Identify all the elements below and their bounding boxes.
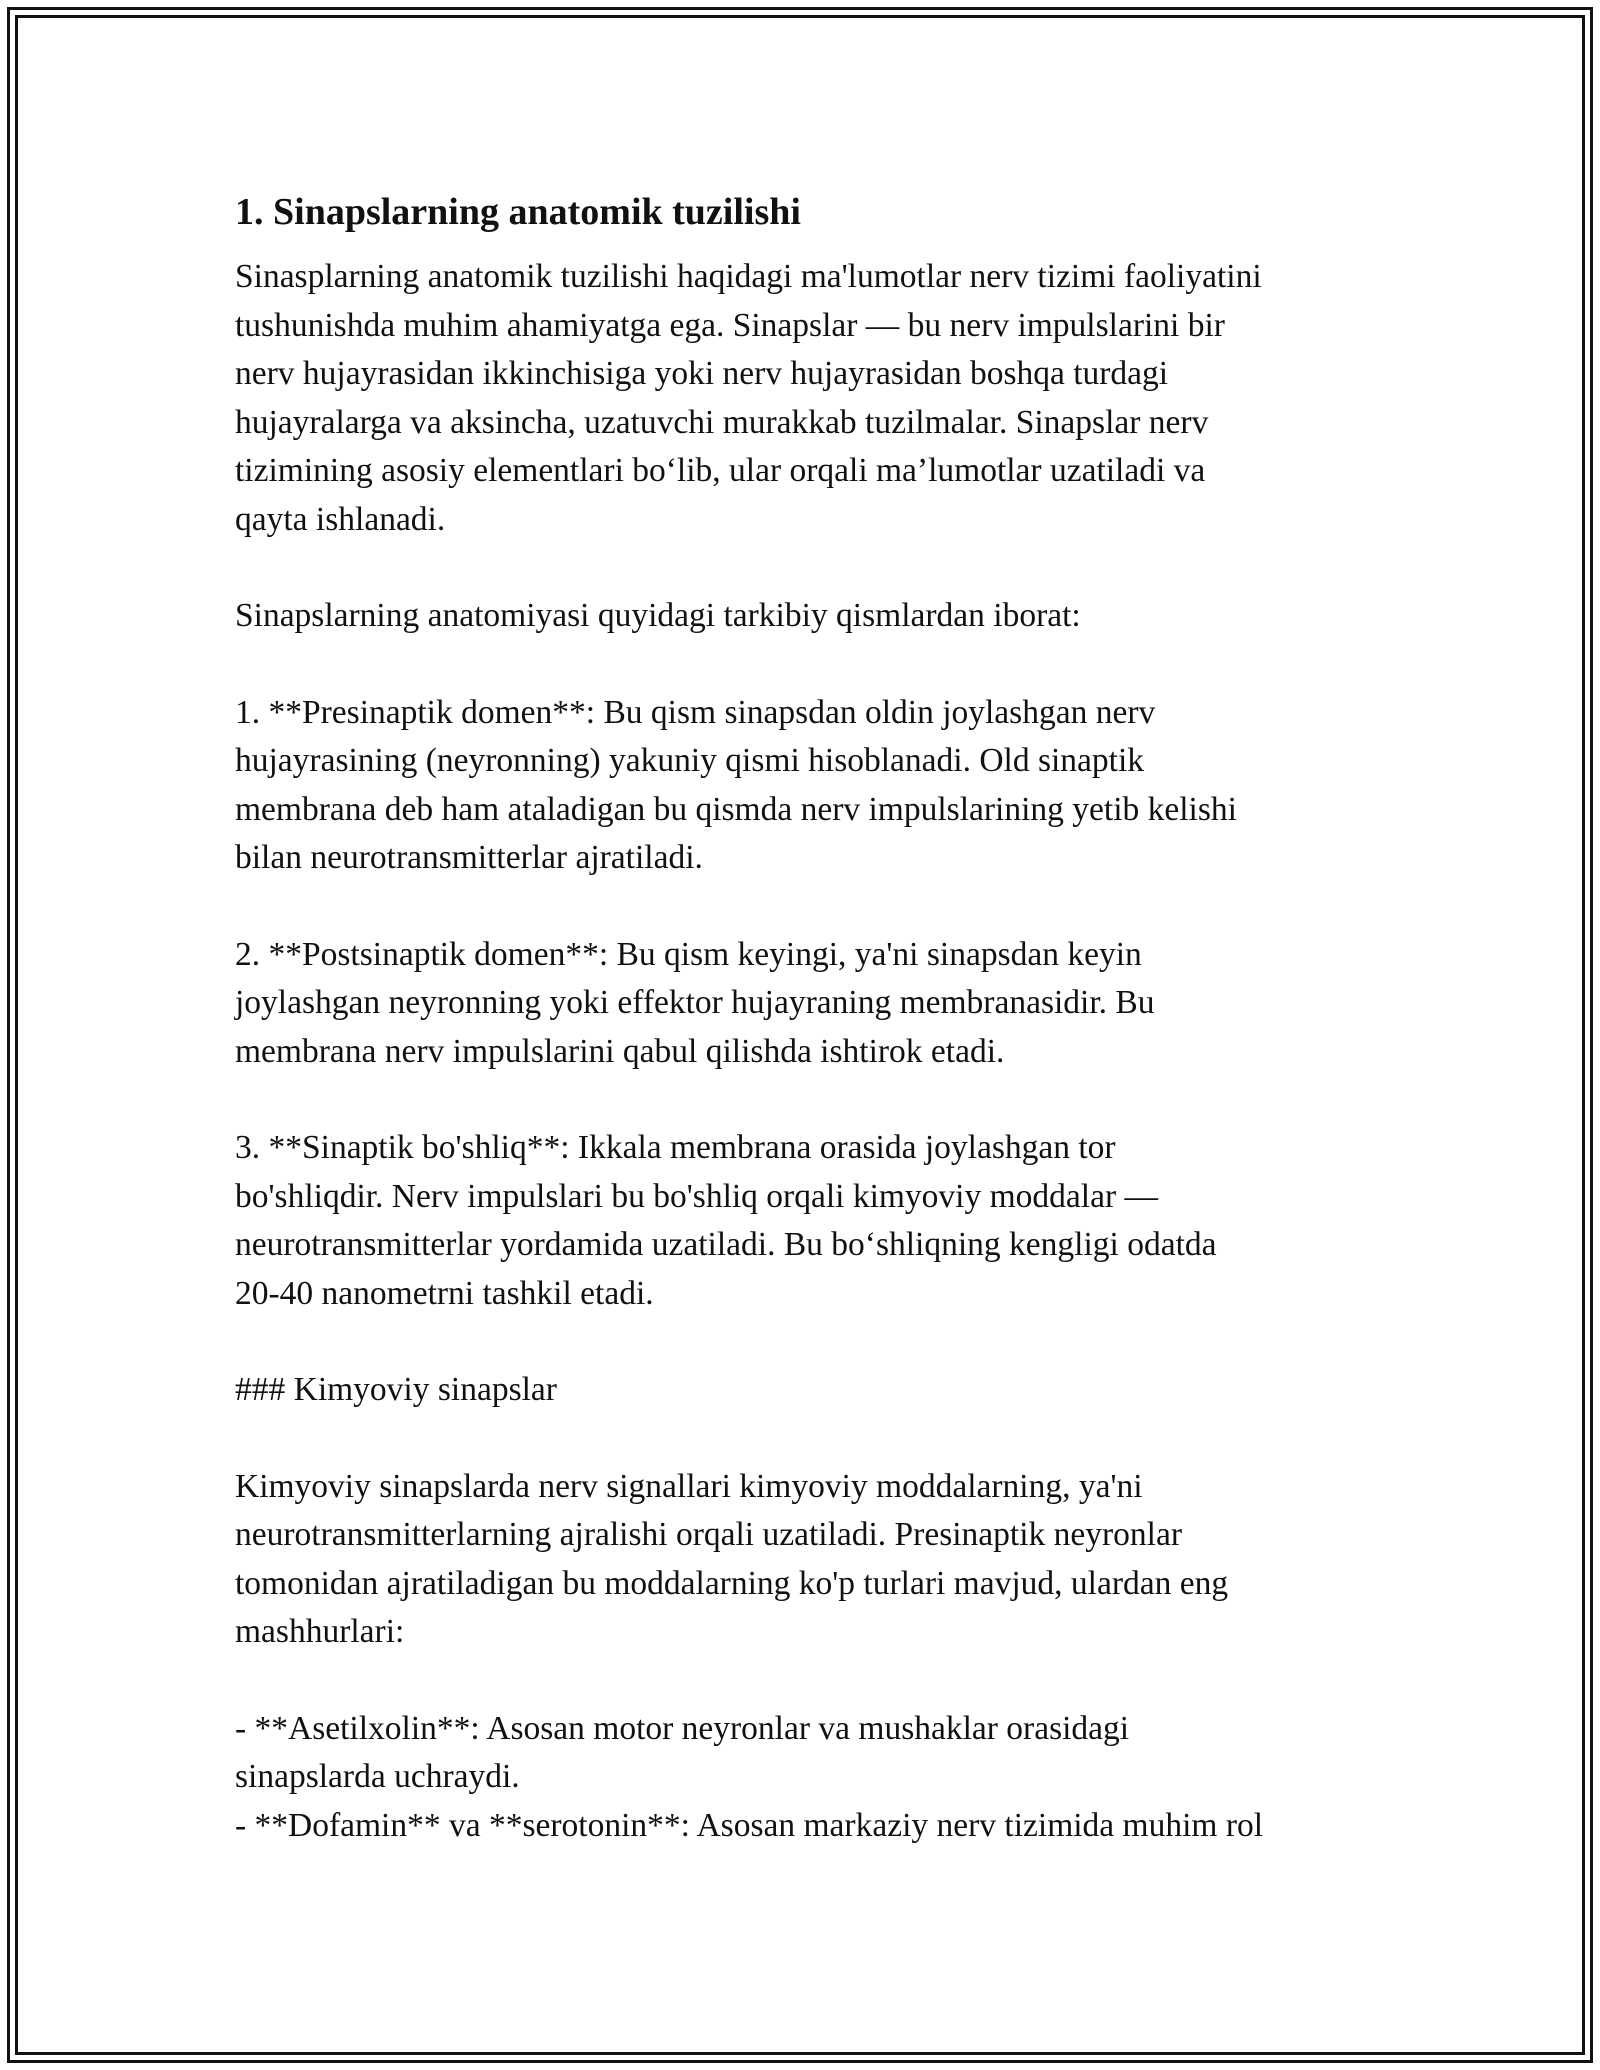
document-body <box>235 188 1385 1850</box>
subheading-chemical-synapses: ### Kimyoviy sinapslar <box>235 1371 557 1408</box>
synaptic-cleft-paragraph: 3. **Sinaptik bo'shliq**: Ikkala membrana orasida joylashgan tor bo'shliqdir. Nerv impulslari bu bo'shliq orqali kimyoviy moddalar — neurotransmitterlar yordamida uzatiladi. Bu bo‘shliqning kengligi odatda 20-40 nanometrni tashkil etadi. <box>235 1129 1217 1312</box>
section-heading: 1. Sinapslarning anatomik tuzilishi <box>235 191 801 233</box>
intro-paragraph: Sinasplarning anatomik tuzilishi haqidagi ma'lumotlar nerv tizimi faoliyatini tushunishda muhim ahamiyatga ega. Sinapslar — bu nerv impulslarini bir nerv hujayrasidan ikkinchisiga yoki nerv hujayrasidan boshqa turdagi hujayralarga va aksincha, uzatuvchi murakkab tuzilmalar. Sinapslar nerv tizimining asosiy elementlari bo‘lib, ular orqali ma’lumotlar uzatiladi va qayta ishlanadi. <box>235 258 1262 538</box>
presynaptic-paragraph: 1. **Presinaptik domen**: Bu qism sinapsdan oldin joylashgan nerv hujayrasining (neyronning) yakuniy qismi hisoblanadi. Old sinaptik membrana deb ham ataladigan bu qismda nerv impulslarining yetib kelishi bilan neurotransmitterlar ajratiladi. <box>235 693 1237 876</box>
postsynaptic-paragraph: 2. **Postsinaptik domen**: Bu qism keyingi, ya'ni sinapsdan keyin joylashgan neyronning yoki effektor hujayraning membranasidir. Bu membrana nerv impulslarini qabul qilishda ishtirok etadi. <box>235 935 1155 1070</box>
components-lead-paragraph: Sinapslarning anatomiyasi quyidagi tarkibiy qismlardan iborat: <box>235 597 1081 634</box>
chemical-synapses-paragraph: Kimyoviy sinapslarda nerv signallari kimyoviy moddalarning, ya'ni neurotransmitterlarning ajralishi orqali uzatiladi. Presinaptik neyronlar tomonidan ajratiladigan bu moddalarning ko'p turlari mavjud, ulardan eng mashhurlari: <box>235 1467 1229 1650</box>
neurotransmitter-list: - **Asetilxolin**: Asosan motor neyronlar va mushaklar orasidagi sinapslarda uchraydi. - **Dofamin** va **serotonin**: Asosan markaziy nerv tizimida muhim rol <box>235 1709 1264 1844</box>
